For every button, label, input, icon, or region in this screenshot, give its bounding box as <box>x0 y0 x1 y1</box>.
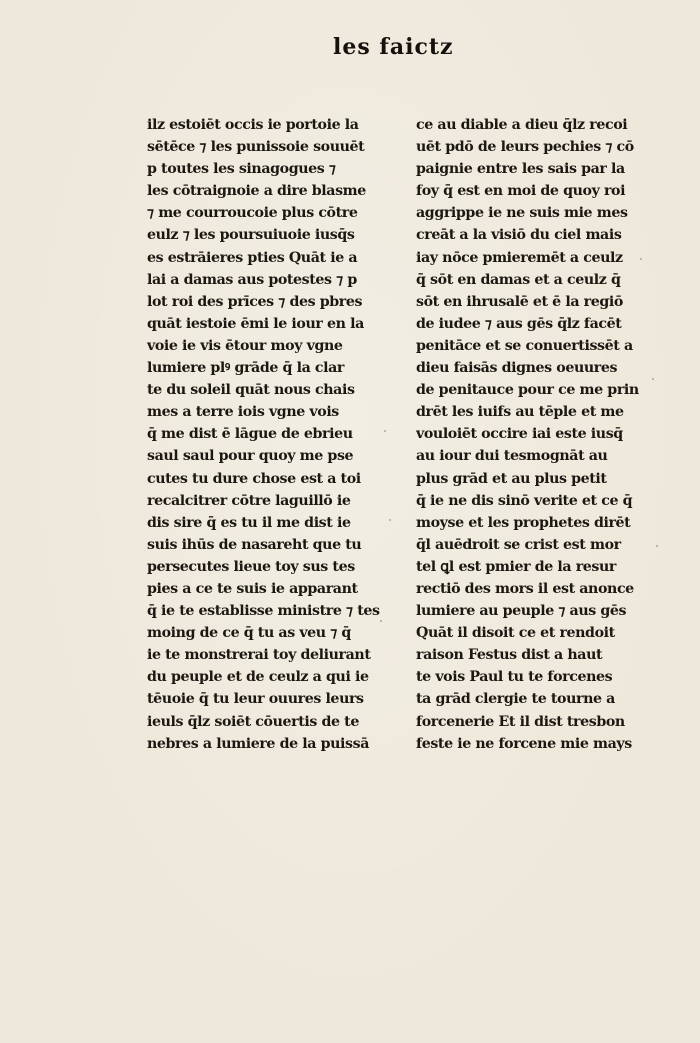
text-line: ce au diable a dieu q̄lz recoi <box>416 117 628 133</box>
left-text-column <box>147 114 387 755</box>
text-line: te du soleil quāt nous chais <box>147 382 355 399</box>
text-line: Quāt il disoit ce et rendoit <box>416 625 615 642</box>
text-line: q̄ me dist ē lāgue de ebrieu <box>147 426 353 443</box>
text-line: pies a ce te suis ie apparant <box>147 580 358 597</box>
ink-speck <box>384 430 386 432</box>
text-line: lai a damas aus potestes ⁊ p <box>147 271 357 288</box>
text-line: ilz estoiēt occis ie portoie la <box>147 117 359 133</box>
text-line: iay nōce pmieremēt a ceulz <box>416 249 623 266</box>
text-line: persecutes lieue toy sus tes <box>147 558 355 575</box>
text-line: p toutes les sinagogues ⁊ <box>147 161 336 178</box>
text-line: du peuple et de ceulz a qui ie <box>147 669 369 686</box>
text-line: te vois Paul tu te forcenes <box>416 669 613 686</box>
ink-speck <box>656 545 658 547</box>
text-line: saul saul pour quoy me pse <box>147 448 354 465</box>
text-line: q̄ ie te establisse ministre ⁊ tes <box>147 603 380 620</box>
text-line: ie te monstrerai toy deliurant <box>147 647 371 664</box>
text-line: sōt en ihrusalē et ē la regiō <box>416 293 623 310</box>
text-line: quāt iestoie ēmi le iour en la <box>147 315 364 332</box>
text-line: plus grād et au plus petit <box>416 470 607 487</box>
text-line: penitāce et se conuertissēt a <box>416 337 633 354</box>
text-line: dieu faisās dignes oeuures <box>416 360 618 377</box>
text-line: les cōtraignoie a dire blasme <box>147 183 366 200</box>
ink-speck <box>640 258 642 260</box>
text-line: ta grād clergie te tourne a <box>416 691 615 708</box>
right-text-column <box>416 114 656 755</box>
text-line: au iour dui tesmognāt au <box>416 448 608 465</box>
text-line: forcenerie Et il dist tresbon <box>416 713 625 730</box>
text-line: sētēce ⁊ les punissoie souuēt <box>147 139 365 156</box>
text-line: dis sire q̄ es tu il me dist ie <box>147 514 351 531</box>
text-line: cutes tu dure chose est a toi <box>147 470 361 487</box>
text-line: lumiere au peuple ⁊ aus gēs <box>416 603 627 620</box>
text-line: q̄ sōt en damas et a ceulz q̄ <box>416 271 621 288</box>
text-line: paignie entre les sais par la <box>416 161 625 178</box>
text-line: de penitauce pour ce me prin <box>416 382 639 399</box>
text-line: nebres a lumiere de la puissā <box>147 735 369 752</box>
ink-speck <box>652 378 654 380</box>
text-line: moing de ce q̄ tu as veu ⁊ q̄ <box>147 625 351 642</box>
text-line: raison Festus dist a haut <box>416 647 603 664</box>
text-line: q̄l auēdroit se crist est mor <box>416 536 621 553</box>
running-head: les faictz <box>333 34 454 60</box>
text-line: es estrāieres pties Quāt ie a <box>147 249 358 266</box>
text-line: moyse et les prophetes dirēt <box>416 514 631 531</box>
text-line: drēt les iuifs au tēple et me <box>416 404 624 421</box>
text-line: rectiō des mors il est anonce <box>416 580 634 597</box>
text-line: aggrippe ie ne suis mie mes <box>416 205 628 222</box>
text-line: uēt pdō de leurs pechies ⁊ cō <box>416 139 634 156</box>
text-line: eulz ⁊ les poursuiuoie iusq̄s <box>147 227 355 244</box>
text-line: suis ihūs de nasareht que tu <box>147 536 362 553</box>
ink-speck <box>389 519 391 521</box>
text-line: recalcitrer cōtre laguillō ie <box>147 492 351 509</box>
text-line: foy q̄ est en moi de quoy roi <box>416 183 626 200</box>
text-line: lot roi des prīces ⁊ des pbres <box>147 293 363 310</box>
text-line: q̄ ie ne dis sinō verite et ce q̄ <box>416 492 633 509</box>
text-line: tel ꝗl est pmier de la resur <box>416 558 616 575</box>
text-line: voie ie vis ētour moy vgne <box>147 337 343 354</box>
text-line: ieuls q̄lz soiēt cōuertis de te <box>147 713 359 730</box>
text-line: feste ie ne forcene mie mays <box>416 735 632 752</box>
text-line: tēuoie q̄ tu leur ouures leurs <box>147 691 364 708</box>
text-line: lumiere plꝰ grāde q̄ la clar <box>147 360 344 377</box>
text-line: ⁊ me courroucoie plus cōtre <box>147 205 358 222</box>
text-line: vouloiēt occire iai este iusq̄ <box>416 426 623 443</box>
text-line: mes a terre iois vgne vois <box>147 404 339 421</box>
ink-speck <box>380 620 382 622</box>
text-line: creāt a la visiō du ciel mais <box>416 227 622 244</box>
text-line: de iudee ⁊ aus gēs q̄lz facēt <box>416 315 622 332</box>
